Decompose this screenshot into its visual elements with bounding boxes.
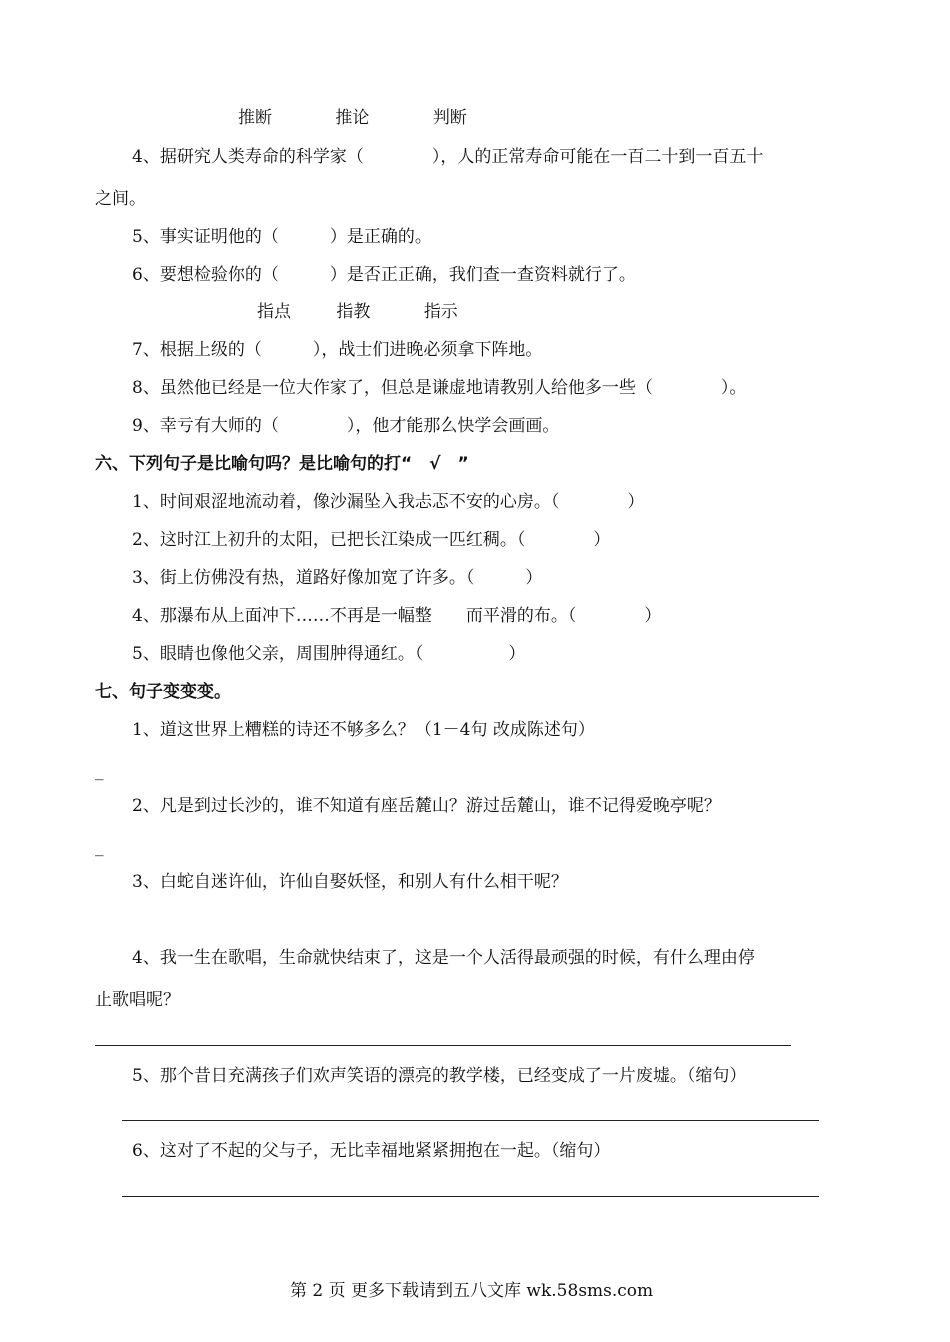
answer-line: [122, 1120, 819, 1121]
word-option: 推断: [238, 108, 272, 128]
question-8: 8、虽然他已经是一位大作家了，但总是谦虚地请教别人给他多一些（ ）。: [132, 378, 747, 398]
question-5: 5、事实证明他的（ ）是正确的。: [132, 227, 432, 247]
answer-blank-mark: _: [95, 837, 104, 857]
section-7-question-2: 2、凡是到过长沙的，谁不知道有座岳麓山？游过岳麓山，谁不记得爱晚亭呢？: [132, 796, 721, 816]
section-7-question-1: 1、道这世界上糟糕的诗还不够多么？（1－4句 改成陈述句）: [132, 720, 595, 740]
list-item: 2、这时江上初升的太阳，已把长江染成一匹红稠。（ ）: [132, 530, 611, 550]
section-6-title: 六、下列句子是比喻句吗？是比喻句的打“ √ ”: [95, 454, 469, 474]
word-option: 指点: [257, 302, 291, 322]
answer-line: [95, 1045, 791, 1046]
answer-blank-mark: _: [95, 761, 104, 781]
question-4-line-1: 4、据研究人类寿命的科学家（ ），人的正常寿命可能在一百二十到一百五十: [132, 147, 764, 167]
word-option: 指示: [423, 302, 458, 322]
word-option: 判断: [432, 108, 467, 128]
word-options-row-2: [257, 301, 458, 323]
word-option: 推论: [335, 108, 370, 128]
answer-line: [122, 1196, 819, 1197]
section-7-title: 七、句子变变变。: [95, 682, 231, 702]
section-7-question-5: 5、那个昔日充满孩子们欢声笑语的漂亮的教学楼，已经变成了一片废墟。（缩句）: [132, 1066, 747, 1086]
list-item: 4、那瀑布从上面冲下……不再是一幅整 而平滑的布。（ ）: [132, 606, 662, 626]
question-9: 9、幸亏有大师的（ ），他才能那么快学会画画。: [132, 416, 560, 436]
question-4-line-2: 之间。: [95, 189, 146, 209]
section-7-question-3: 3、白蛇自迷许仙，许仙自娶妖怪，和别人有什么相干呢？: [132, 872, 568, 892]
section-7-question-4-line-2: 止歌唱呢？: [95, 990, 180, 1010]
word-option: 指教: [336, 302, 371, 322]
list-item: 3、街上仿佛没有热，道路好像加宽了许多。（ ）: [132, 568, 543, 588]
page-footer: 第 2 页 更多下载请到五八文库 wk.58sms.com: [290, 1281, 654, 1301]
list-item: 5、眼睛也像他父亲，周围肿得通红。（ ）: [132, 644, 526, 664]
question-6: 6、要想检验你的（ ）是否正正确，我们查一查资料就行了。: [132, 265, 636, 285]
word-options-row-1: [238, 107, 467, 129]
list-item: 1、时间艰涩地流动着，像沙漏坠入我忐忑不安的心房。（ ）: [132, 492, 645, 512]
question-7: 7、根据上级的（ ），战士们进晚必须拿下阵地。: [132, 340, 543, 360]
section-7-question-6: 6、这对了不起的父与子，无比幸福地紧紧拥抱在一起。（缩句）: [132, 1141, 611, 1161]
section-7-question-4-line-1: 4、我一生在歌唱，生命就快结束了，这是一个人活得最顽强的时候，有什么理由停: [132, 948, 755, 968]
